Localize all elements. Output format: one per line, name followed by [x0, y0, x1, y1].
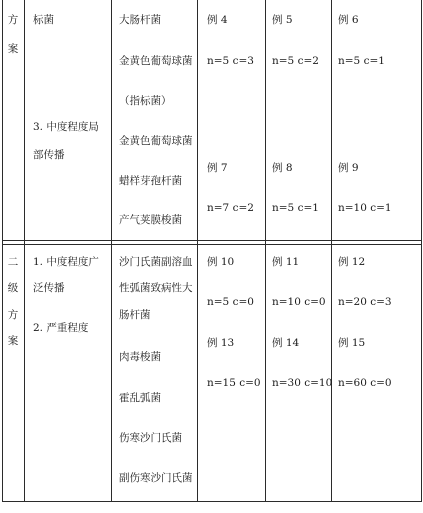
table-border-right: [421, 0, 422, 502]
case-label: 例 6: [338, 14, 359, 26]
standard-cell: 标菌: [33, 14, 54, 26]
bacteria-name: 金黄色葡萄球菌: [119, 55, 193, 67]
scheme-char: 级: [7, 282, 19, 294]
case-value: n=10 c=0: [272, 296, 326, 308]
bacteria-name: 霍乱弧菌: [119, 392, 161, 404]
case-value: n=60 c=0: [338, 377, 392, 389]
case-value: n=5 c=1: [272, 202, 319, 214]
case-value: n=5 c=2: [272, 55, 319, 67]
case-value: n=10 c=1: [338, 202, 392, 214]
table-border-left: [2, 0, 3, 502]
scheme-char: 方: [7, 14, 19, 26]
case-label: 例 8: [272, 162, 293, 174]
table-border-bottom: [2, 501, 422, 502]
table-row-divider: [2, 244, 422, 245]
scheme-char: 案: [7, 43, 19, 55]
case-value: n=20 c=3: [338, 296, 392, 308]
case-label: 例 14: [272, 337, 300, 349]
table-col-divider: [24, 0, 25, 502]
case-label: 例 4: [207, 14, 228, 26]
case-label: 例 7: [207, 162, 228, 174]
table-col-divider: [265, 0, 266, 502]
table-col-divider: [331, 0, 332, 502]
case-label: 例 11: [272, 256, 300, 268]
bacteria-name: 副伤寒沙门氏菌: [119, 472, 193, 484]
case-value: n=7 c=2: [207, 202, 254, 214]
bacteria-name: 肉毒梭菌: [119, 351, 161, 363]
case-value: n=5 c=3: [207, 55, 254, 67]
case-label: 例 12: [338, 256, 366, 268]
scheme-char: 方: [7, 309, 19, 321]
bacteria-name: 产气荚膜梭菌: [119, 214, 182, 226]
bacteria-name: 性弧菌致病性大: [119, 282, 193, 294]
bacteria-name: 肠杆菌: [119, 309, 151, 321]
scheme-char: 二: [7, 256, 19, 268]
bacteria-name: 大肠杆菌: [119, 14, 161, 26]
case-label: 例 13: [207, 337, 235, 349]
case-value: n=15 c=0: [207, 377, 261, 389]
bacteria-name: 伤寒沙门氏菌: [119, 432, 182, 444]
bacteria-name: 沙门氏菌副溶血: [119, 256, 193, 268]
case-value: n=30 c=10: [272, 377, 333, 389]
scheme-char: 案: [7, 335, 19, 347]
scope-text: 泛传播: [33, 282, 65, 294]
table-row-divider: [2, 240, 422, 241]
scope-text: 1. 中度程度广: [33, 256, 99, 268]
case-label: 例 15: [338, 337, 366, 349]
case-value: n=5 c=1: [338, 55, 385, 67]
case-label: 例 10: [207, 256, 235, 268]
bacteria-name: 金黄色葡萄球菌: [119, 135, 193, 147]
scope-text: 部传播: [33, 149, 65, 161]
table-col-divider: [111, 0, 112, 502]
bacteria-name: （指标菌）: [119, 95, 172, 107]
case-label: 例 9: [338, 162, 359, 174]
scope-text: 2. 严重程度: [33, 322, 89, 334]
case-label: 例 5: [272, 14, 293, 26]
case-value: n=5 c=0: [207, 296, 254, 308]
bacteria-name: 蜡样芽孢杆菌: [119, 175, 182, 187]
scope-text: 3. 中度程度局: [33, 121, 99, 133]
table-col-divider: [197, 0, 198, 502]
